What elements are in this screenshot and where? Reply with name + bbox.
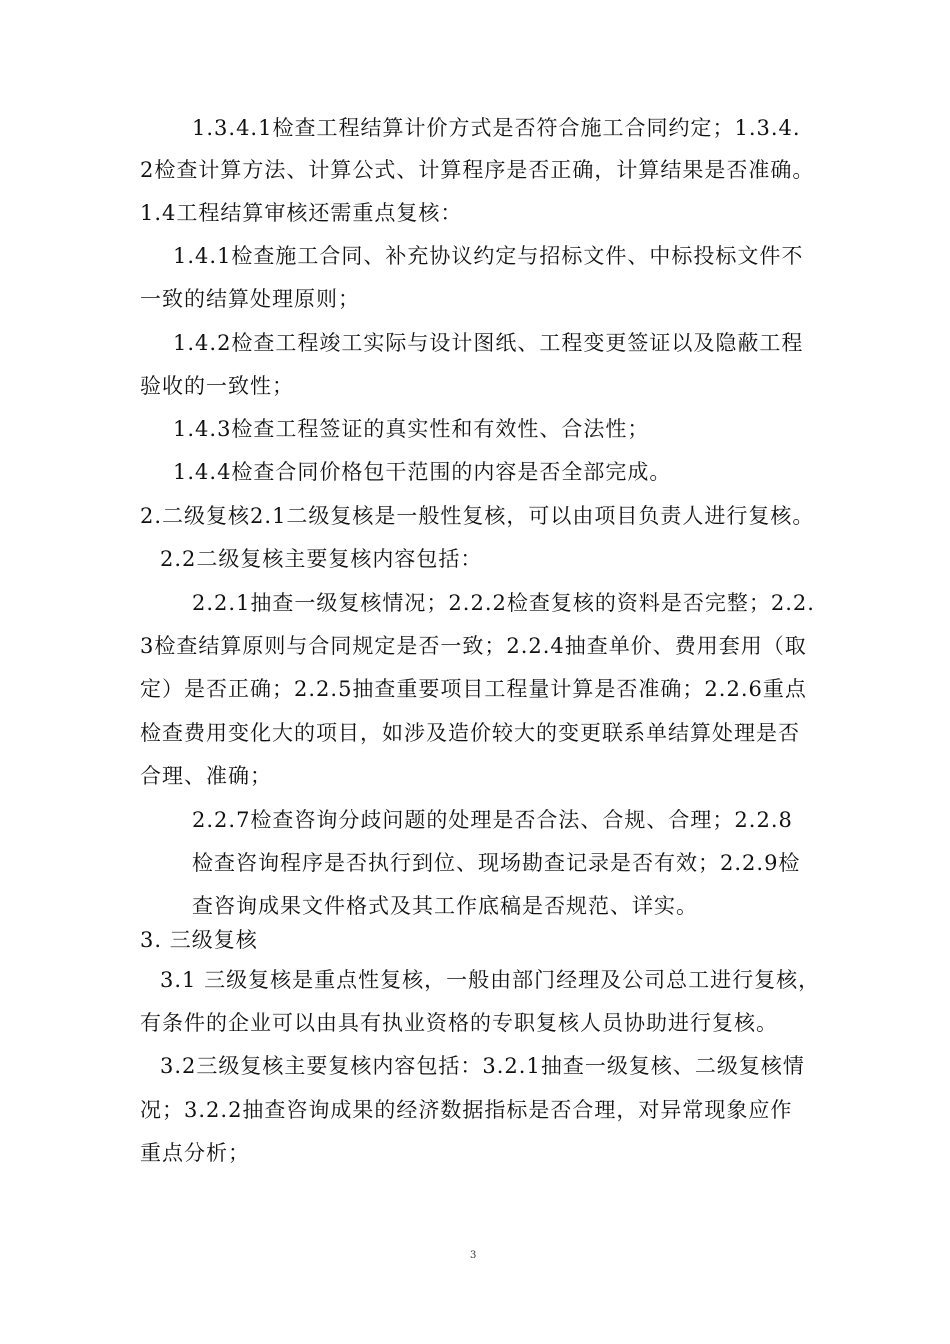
text-line: 检查费用变化大的项目，如涉及造价较大的变更联系单结算处理是否	[140, 721, 800, 745]
text-line: 3.1 三级复核是重点性复核，一般由部门经理及公司总工进行复核，	[160, 968, 821, 992]
text-line: 2.2.7检查咨询分歧问题的处理是否合法、合规、合理；2.2.8	[192, 808, 793, 832]
section-heading: 1.4工程结算审核还需重点复核：	[140, 201, 463, 225]
text-line: 1.3.4.1检查工程结算计价方式是否符合施工合同约定；1.3.4.	[192, 116, 801, 140]
text-line: 有条件的企业可以由具有执业资格的专职复核人员协助进行复核。	[140, 1011, 778, 1035]
text-line: 2.2.1抽查一级复核情况；2.2.2检查复核的资料是否完整；2.2.	[192, 591, 815, 615]
text-line: 查咨询成果文件格式及其工作底稿是否规范、详实。	[192, 894, 698, 918]
text-line: 检查咨询程序是否执行到位、现场勘查记录是否有效；2.2.9检	[192, 851, 801, 875]
text-line: 合理、准确；	[140, 764, 272, 788]
section-heading: 3. 三级复核	[140, 928, 258, 952]
text-line: 1.4.1检查施工合同、补充协议约定与招标文件、中标投标文件不	[173, 244, 804, 268]
text-line: 况；3.2.2抽查咨询成果的经济数据指标是否合理，对异常现象应作	[140, 1098, 793, 1122]
text-line: 3.2三级复核主要复核内容包括：3.2.1抽查一级复核、二级复核情	[160, 1054, 805, 1078]
text-line: 1.4.4检查合同价格包干范围的内容是否全部完成。	[173, 460, 672, 484]
text-line: 2检查计算方法、计算公式、计算程序是否正确，计算结果是否准确。	[140, 158, 815, 182]
text-line: 2.2二级复核主要复核内容包括：	[160, 547, 483, 571]
text-line: 3检查结算原则与合同规定是否一致；2.2.4抽查单价、费用套用（取	[140, 634, 807, 658]
section-heading: 2.二级复核2.1二级复核是一般性复核，可以由项目负责人进行复核。	[140, 504, 815, 528]
text-line: 一致的结算处理原则；	[140, 287, 360, 311]
page-number: 3	[470, 1250, 477, 1261]
text-line: 1.4.3检查工程签证的真实性和有效性、合法性；	[173, 417, 650, 441]
text-line: 定）是否正确；2.2.5抽查重要项目工程量计算是否准确；2.2.6重点	[140, 677, 807, 701]
text-line: 1.4.2检查工程竣工实际与设计图纸、工程变更签证以及隐蔽工程	[173, 331, 804, 355]
text-line: 重点分析；	[140, 1141, 250, 1165]
text-line: 验收的一致性；	[140, 374, 294, 398]
